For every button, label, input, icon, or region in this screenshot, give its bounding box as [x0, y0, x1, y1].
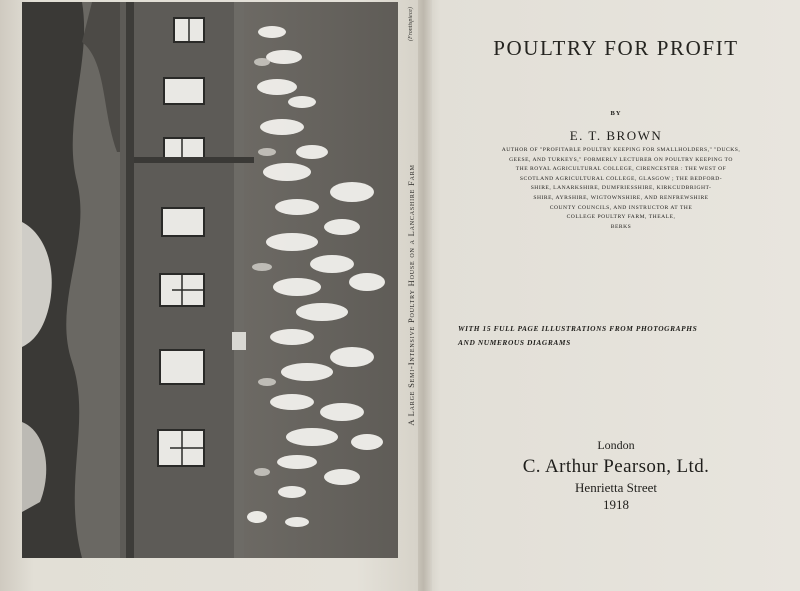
publication-place: London — [597, 438, 635, 452]
book-gutter — [418, 0, 432, 591]
credentials-line: COLLEGE POULTRY FARM, THEALE, — [566, 214, 676, 221]
by-label: BY — [610, 110, 622, 117]
poultry-house-photo — [22, 2, 398, 558]
credentials-line: THE ROYAL AGRICULTURAL COLLEGE, CIRENCESTER : THE WEST OF — [515, 166, 727, 173]
credentials-line: BERKS — [610, 223, 632, 230]
credentials-line: SHIRE, LANARKSHIRE, DUMFRIESSHIRE, KIRKCUDBRIGHT- — [530, 185, 712, 192]
illustrations-line: AND NUMEROUS DIAGRAMS — [458, 338, 571, 347]
illustrations-line: WITH 15 FULL PAGE ILLUSTRATIONS FROM PHOTOGRAPHS — [458, 324, 698, 333]
book-title: POULTRY FOR PROFIT — [493, 36, 739, 60]
illustrations-note — [458, 322, 778, 350]
title-page — [432, 0, 800, 591]
frontispiece-label: (Frontispiece) — [408, 6, 414, 42]
credentials-line: GEESE, AND TURKEYS," FORMERLY LECTURER ON POULTRY KEEPING TO — [509, 156, 733, 163]
credentials-line: SCOTLAND AGRICULTURAL COLLEGE, GLASGOW ; THE BEDFORD- — [519, 175, 723, 182]
author-name: E. T. BROWN — [569, 128, 663, 143]
photo-caption: A Large Semi-Intensive Poultry House on a Lancashire Farm — [406, 164, 416, 426]
author-credentials — [462, 146, 780, 232]
publisher-name: C. Arthur Pearson, Ltd. — [522, 456, 710, 477]
credentials-line: COUNTY COUNCILS, AND INSTRUCTOR AT THE — [549, 204, 693, 211]
publisher-street: Henrietta Street — [575, 480, 657, 495]
credentials-line: AUTHOR OF "PROFITABLE POULTRY KEEPING FOR SMALLHOLDERS," "DUCKS, — [501, 147, 741, 153]
publication-year: 1918 — [603, 497, 629, 512]
credentials-line: SHIRE, AYRSHIRE, WIGTOWNSHIRE, AND RENFREWSHIRE — [533, 194, 709, 201]
